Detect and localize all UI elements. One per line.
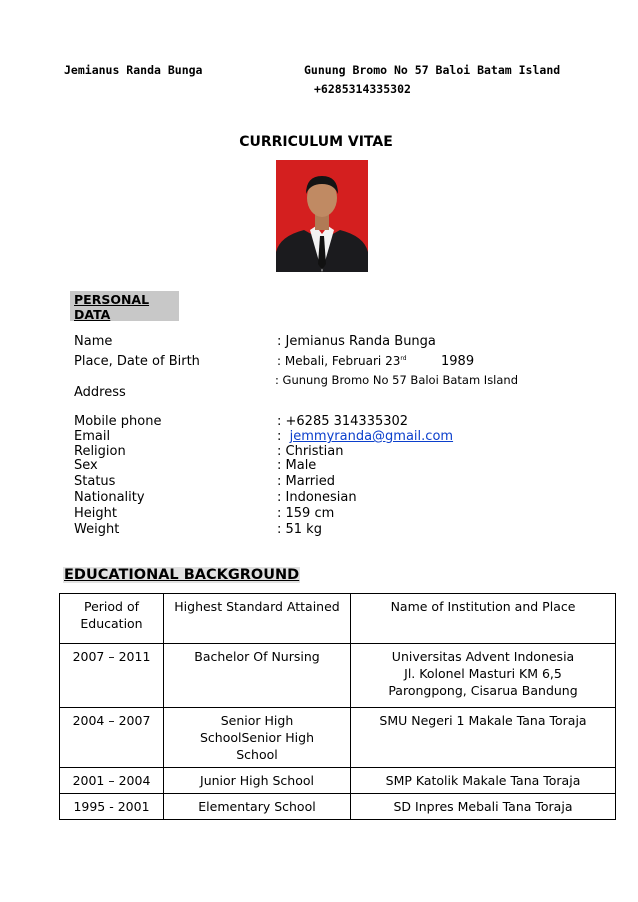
value-address: : Gunung Bromo No 57 Baloi Batam Island bbox=[275, 373, 519, 387]
label-mobile: Mobile phone bbox=[74, 414, 162, 429]
cell-institution: Universitas Advent Indonesia Jl. Kolonel Masturi KM 6,5 Parongpong, Cisarua Bandung bbox=[351, 644, 616, 708]
personal-data-heading: PERSONAL DATA bbox=[74, 292, 150, 322]
header-period: Period of Education bbox=[60, 594, 164, 644]
cell-degree: Senior High SchoolSenior High School bbox=[164, 708, 351, 768]
cell-degree: Bachelor Of Nursing bbox=[164, 644, 351, 708]
value-height: : 159 cm bbox=[277, 506, 335, 521]
table-header-row bbox=[60, 594, 616, 644]
cell-period: 2001 – 2004 bbox=[60, 768, 164, 794]
cell-institution: SMP Katolik Makale Tana Toraja bbox=[351, 768, 616, 794]
header-address: Gunung Bromo No 57 Baloi Batam Island bbox=[304, 63, 561, 77]
page-title: CURRICULUM VITAE bbox=[239, 134, 393, 150]
value-mobile: : +6285 314335302 bbox=[277, 414, 409, 429]
header-degree: Highest Standard Attained bbox=[164, 594, 351, 644]
label-address: Address bbox=[74, 385, 126, 400]
header-name: Jemianus Randa Bunga bbox=[64, 63, 203, 77]
label-email: Email bbox=[74, 429, 111, 444]
value-sex: : Male bbox=[277, 458, 317, 473]
education-heading: EDUCATIONAL BACKGROUND bbox=[64, 567, 300, 583]
value-birth: : Mebali, Februari 23rd bbox=[277, 354, 407, 368]
personal-data-heading-box bbox=[70, 291, 179, 321]
cell-degree: Junior High School bbox=[164, 768, 351, 794]
table-row bbox=[60, 644, 616, 708]
header-phone: +6285314335302 bbox=[314, 82, 411, 96]
table-row bbox=[60, 708, 616, 768]
value-birth-year: 1989 bbox=[441, 354, 475, 369]
value-email: : jemmyranda@gmail.com bbox=[277, 429, 454, 444]
header-institution: Name of Institution and Place bbox=[351, 594, 616, 644]
cell-period: 2007 – 2011 bbox=[60, 644, 164, 708]
value-status: : Married bbox=[277, 474, 336, 489]
email-link[interactable]: jemmyranda@gmail.com bbox=[289, 429, 454, 444]
label-status: Status bbox=[74, 474, 116, 489]
cell-institution: SD Inpres Mebali Tana Toraja bbox=[351, 794, 616, 820]
label-religion: Religion bbox=[74, 444, 126, 459]
label-weight: Weight bbox=[74, 522, 120, 537]
value-weight: : 51 kg bbox=[277, 522, 322, 537]
cell-institution: SMU Negeri 1 Makale Tana Toraja bbox=[351, 708, 616, 768]
value-nationality: : Indonesian bbox=[277, 490, 357, 505]
person-portrait-icon bbox=[276, 160, 368, 272]
label-nationality: Nationality bbox=[74, 490, 145, 505]
cell-degree: Elementary School bbox=[164, 794, 351, 820]
label-sex: Sex bbox=[74, 458, 98, 473]
label-birth: Place, Date of Birth bbox=[74, 354, 200, 369]
label-height: Height bbox=[74, 506, 117, 521]
education-table bbox=[59, 593, 616, 820]
cell-period: 1995 - 2001 bbox=[60, 794, 164, 820]
label-name: Name bbox=[74, 334, 113, 349]
value-name: : Jemianus Randa Bunga bbox=[277, 334, 436, 349]
table-row bbox=[60, 768, 616, 794]
value-religion: : Christian bbox=[277, 444, 344, 459]
table-row bbox=[60, 794, 616, 820]
cell-period: 2004 – 2007 bbox=[60, 708, 164, 768]
profile-photo bbox=[276, 160, 368, 272]
